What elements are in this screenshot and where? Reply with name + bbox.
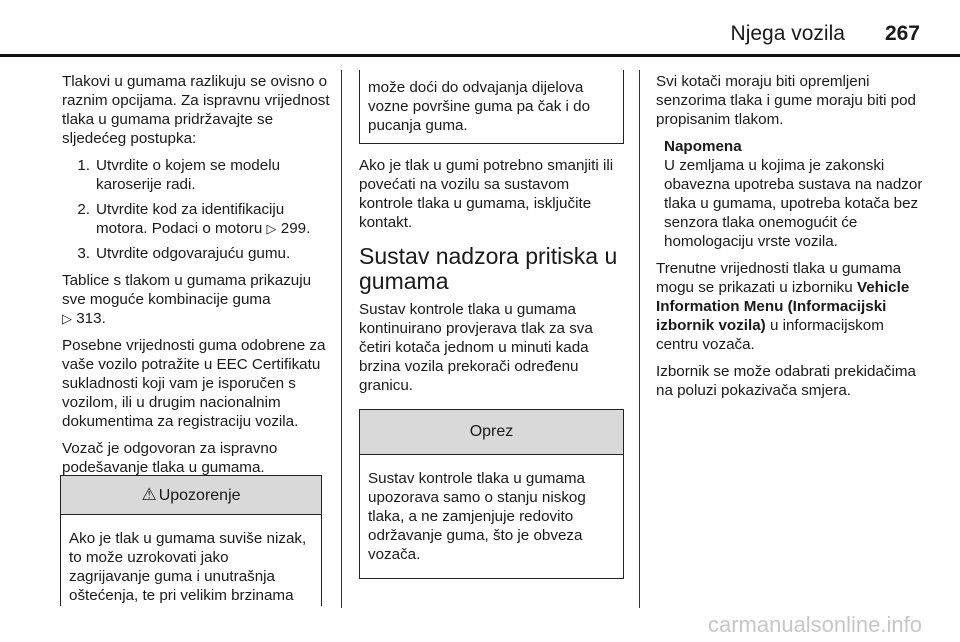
step-text [96,200,330,238]
warning-body: Ako je tlak u gumama suviše nizak, to može uzrokovati jako zagrijavanje guma i unutrašnja oštećenja, te pri velikim brzinama [69,530,307,604]
page-title: Njega vozila [730,22,845,45]
xref-arrow-icon: ▷ [266,221,277,236]
list-item [62,244,330,263]
warning-box [60,475,322,606]
step-number: 2. [77,201,90,218]
warning-header [61,476,321,515]
adjust-pressure-paragraph: Ako je tlak u gumi potrebno smanjiti ili povećati na vozilu sa sustavom kontrole tlaka u gumama, isključite kontakt. [359,157,614,231]
step-text: Utvrdite odgovarajuću gumu. [96,245,291,262]
section-heading: Sustav nadzora pritiska u gumama [359,243,618,294]
note-body: U zemljama u kojima je zakonski obavezna upotreba sustava na nadzor tlaka u gumama, upotreba kotača bez senzora tlaka onemogućit će homologaciju vrste vozila. [664,157,923,250]
step-ref[interactable]: 299. [280,220,311,237]
caution-title: Oprez [360,410,623,455]
page-number: 267 [884,22,920,45]
list-item [62,156,330,194]
warning-title: Upozorenje [158,487,241,504]
current-values-text: Trenutne vrijednosti tlaka u gumama mogu se prikazati u izborniku [656,260,902,296]
header-rule [0,54,960,57]
warning-box-continued [359,70,624,144]
intro-paragraph: Tlakovi u gumama razlikuju se ovisno o raznim opcijama. Za ispravnu vrijednost tlaka u gumama pridržavajte se sljedećeg postupka: [62,73,330,147]
caution-body: Sustav kontrole tlaka u gumama upozorava samo o stanju niskog tlaka, a ne zamjenjuje redovito održavanje guma, što je obveza vozača. [368,470,586,563]
list-item [62,200,330,238]
warning-continued-body: može doći do odvajanja dijelova vozne površine guma pa čak i do pucanja guma. [368,79,591,134]
tables-ref[interactable]: 313. [76,310,106,327]
driver-paragraph: Vozač je odgovoran za ispravno podešavanje tlaka u gumama. [62,440,278,476]
menu-paragraph: Izbornik se može odabrati prekidačima na poluzi pokazivača smjera. [656,363,916,399]
tables-text: Tablice s tlakom u gumama prikazuju sve moguće kombinacije guma [62,272,312,308]
step-number: 3. [77,245,90,262]
current-values-end: u informacijskom centru vozača. [656,317,884,353]
wheels-paragraph: Svi kotači moraju biti opremljeni senzorima tlaka i gume moraju biti pod propisanim tlakom. [656,73,916,128]
column-3 [656,72,926,408]
special-values-paragraph: Posebne vrijednosti guma odobrene za vaše vozilo potražite u EEC Certifikatu sukladnosti koji vam je isporučen s vozilom, ili u drugim nacionalnim dokumentima za registraciju vozila. [62,337,326,430]
caution-box [359,409,624,579]
tables-paragraph [62,271,330,328]
current-values-paragraph [656,259,926,354]
column-1 [62,72,330,485]
menu-name: Vehicle Information Menu (Informacijski izbornik vozila) [656,279,910,334]
system-paragraph: Sustav kontrole tlaka u gumama kontinuirano provjerava tlak za sva četiri kotača jednom u minuti kada brzina vozila prekorači određenu granicu. [359,301,593,394]
steps-list [62,156,330,263]
step-number: 1. [77,157,90,174]
page-header [731,22,920,46]
warning-triangle-icon: ⚠ [141,485,157,504]
column-2 [359,70,624,579]
watermark: carmanualsonline.info [707,612,922,637]
step-text: Utvrdite o kojem se modelu karoserije radi. [96,157,281,193]
note-block [664,137,926,251]
xref-arrow-icon: ▷ [62,311,72,326]
column-divider [341,70,342,608]
note-title: Napomena [664,138,742,155]
column-divider [639,70,640,608]
step-text-main: Utvrdite kod za identifikaciju motora. Podaci o motoru [96,201,285,237]
